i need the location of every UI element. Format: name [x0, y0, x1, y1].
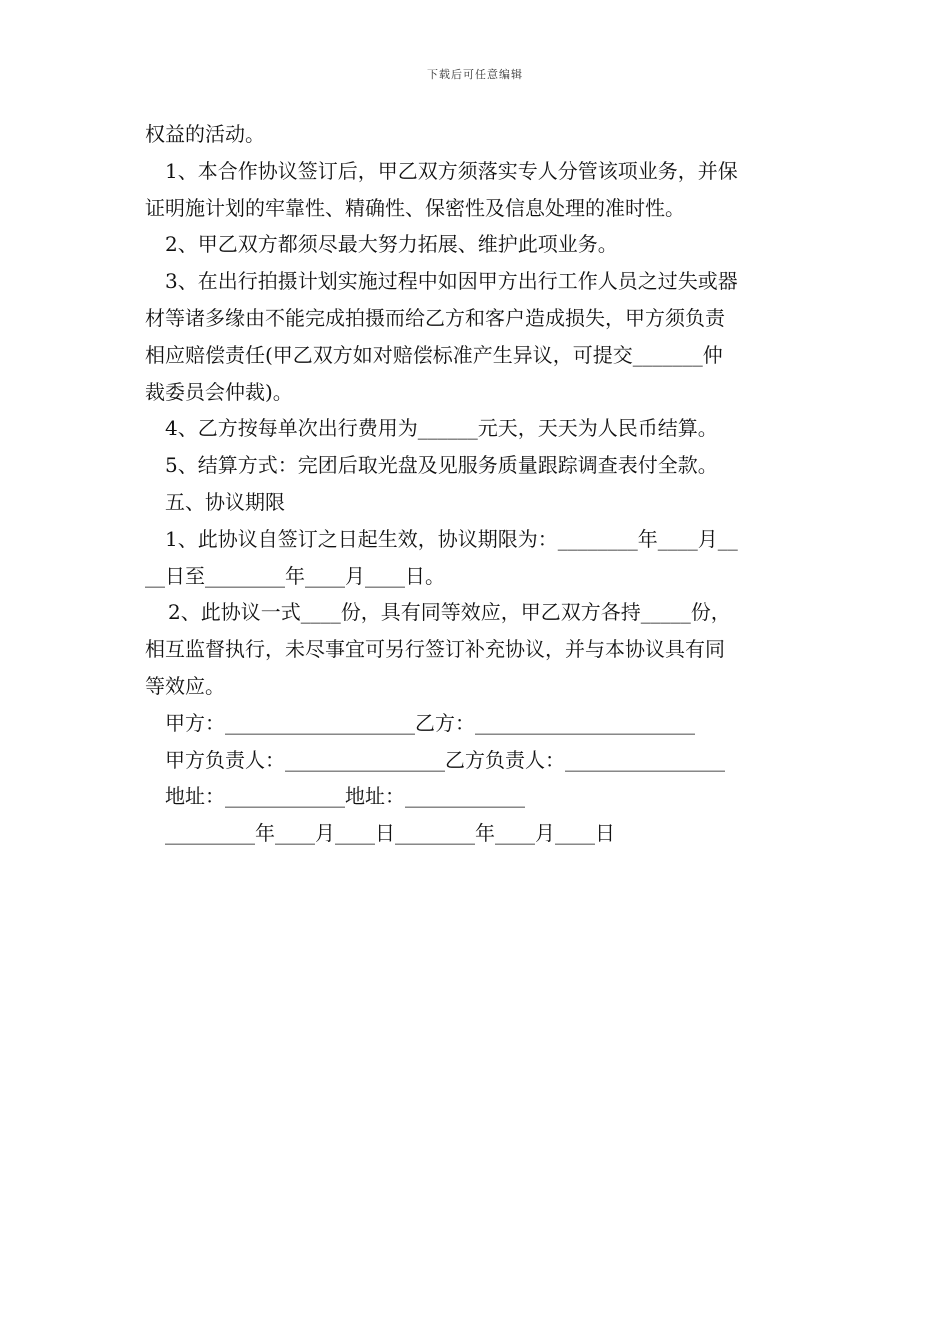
paragraph-line: 等效应。	[145, 673, 225, 698]
address-b-label: 地址：____________	[345, 784, 525, 809]
address-a-label: 地址：____________	[165, 784, 345, 809]
paragraph-line: 相互监督执行，未尽事宜可另行签订补充协议，并与本协议具有同	[145, 637, 725, 662]
page-header: 下载后可任意编辑	[427, 68, 523, 81]
term-clause-2: 2、此协议一式____份，具有同等效应，甲乙双方各持_____份，	[168, 600, 731, 625]
date-a-label: _________年____月____日	[165, 821, 395, 846]
term-clause-1: 1、此协议自签订之日起生效，协议期限为：________年____月__	[165, 526, 738, 551]
document-body	[145, 116, 810, 852]
clause-5: 5、结算方式：完团后取光盘及见服务质量跟踪调查表付全款。	[165, 453, 718, 478]
clause-2: 2、甲乙双方都须尽最大努力拓展、维护此项业务。	[165, 232, 618, 257]
paragraph-line: 相应赔偿责任(甲乙双方如对赔偿标准产生异议，可提交_______仲	[145, 342, 723, 367]
rep-a-label: 甲方负责人：________________	[165, 747, 445, 772]
signature-address-row	[145, 778, 810, 815]
date-b-label: ________年____月____日	[395, 821, 615, 846]
paragraph-line: __日至________年____月____日。	[145, 563, 445, 588]
clause-4: 4、乙方按每单次出行费用为______元天，天天为人民币结算。	[165, 416, 718, 441]
paragraph-line: 证明施计划的牢靠性、精确性、保密性及信息处理的准时性。	[145, 195, 685, 220]
signature-party-row	[145, 705, 810, 742]
party-a-label: 甲方：___________________	[165, 710, 415, 735]
clause-1: 1、本合作协议签订后，甲乙双方须落实专人分管该项业务，并保	[165, 158, 738, 183]
paragraph-line: 裁委员会仲裁)。	[145, 379, 293, 404]
paragraph-line: 材等诸多缘由不能完成拍摄而给乙方和客户造成损失，甲方须负责	[145, 305, 725, 330]
signature-representative-row	[145, 742, 810, 779]
clause-3: 3、在出行拍摄计划实施过程中如因甲方出行工作人员之过失或器	[165, 269, 738, 294]
party-b-label: 乙方：______________________	[415, 710, 695, 735]
rep-b-label: 乙方负责人：________________	[445, 747, 725, 772]
signature-date-row	[145, 815, 810, 852]
section-heading: 五、协议期限	[165, 489, 285, 514]
paragraph-line: 权益的活动。	[145, 122, 265, 146]
